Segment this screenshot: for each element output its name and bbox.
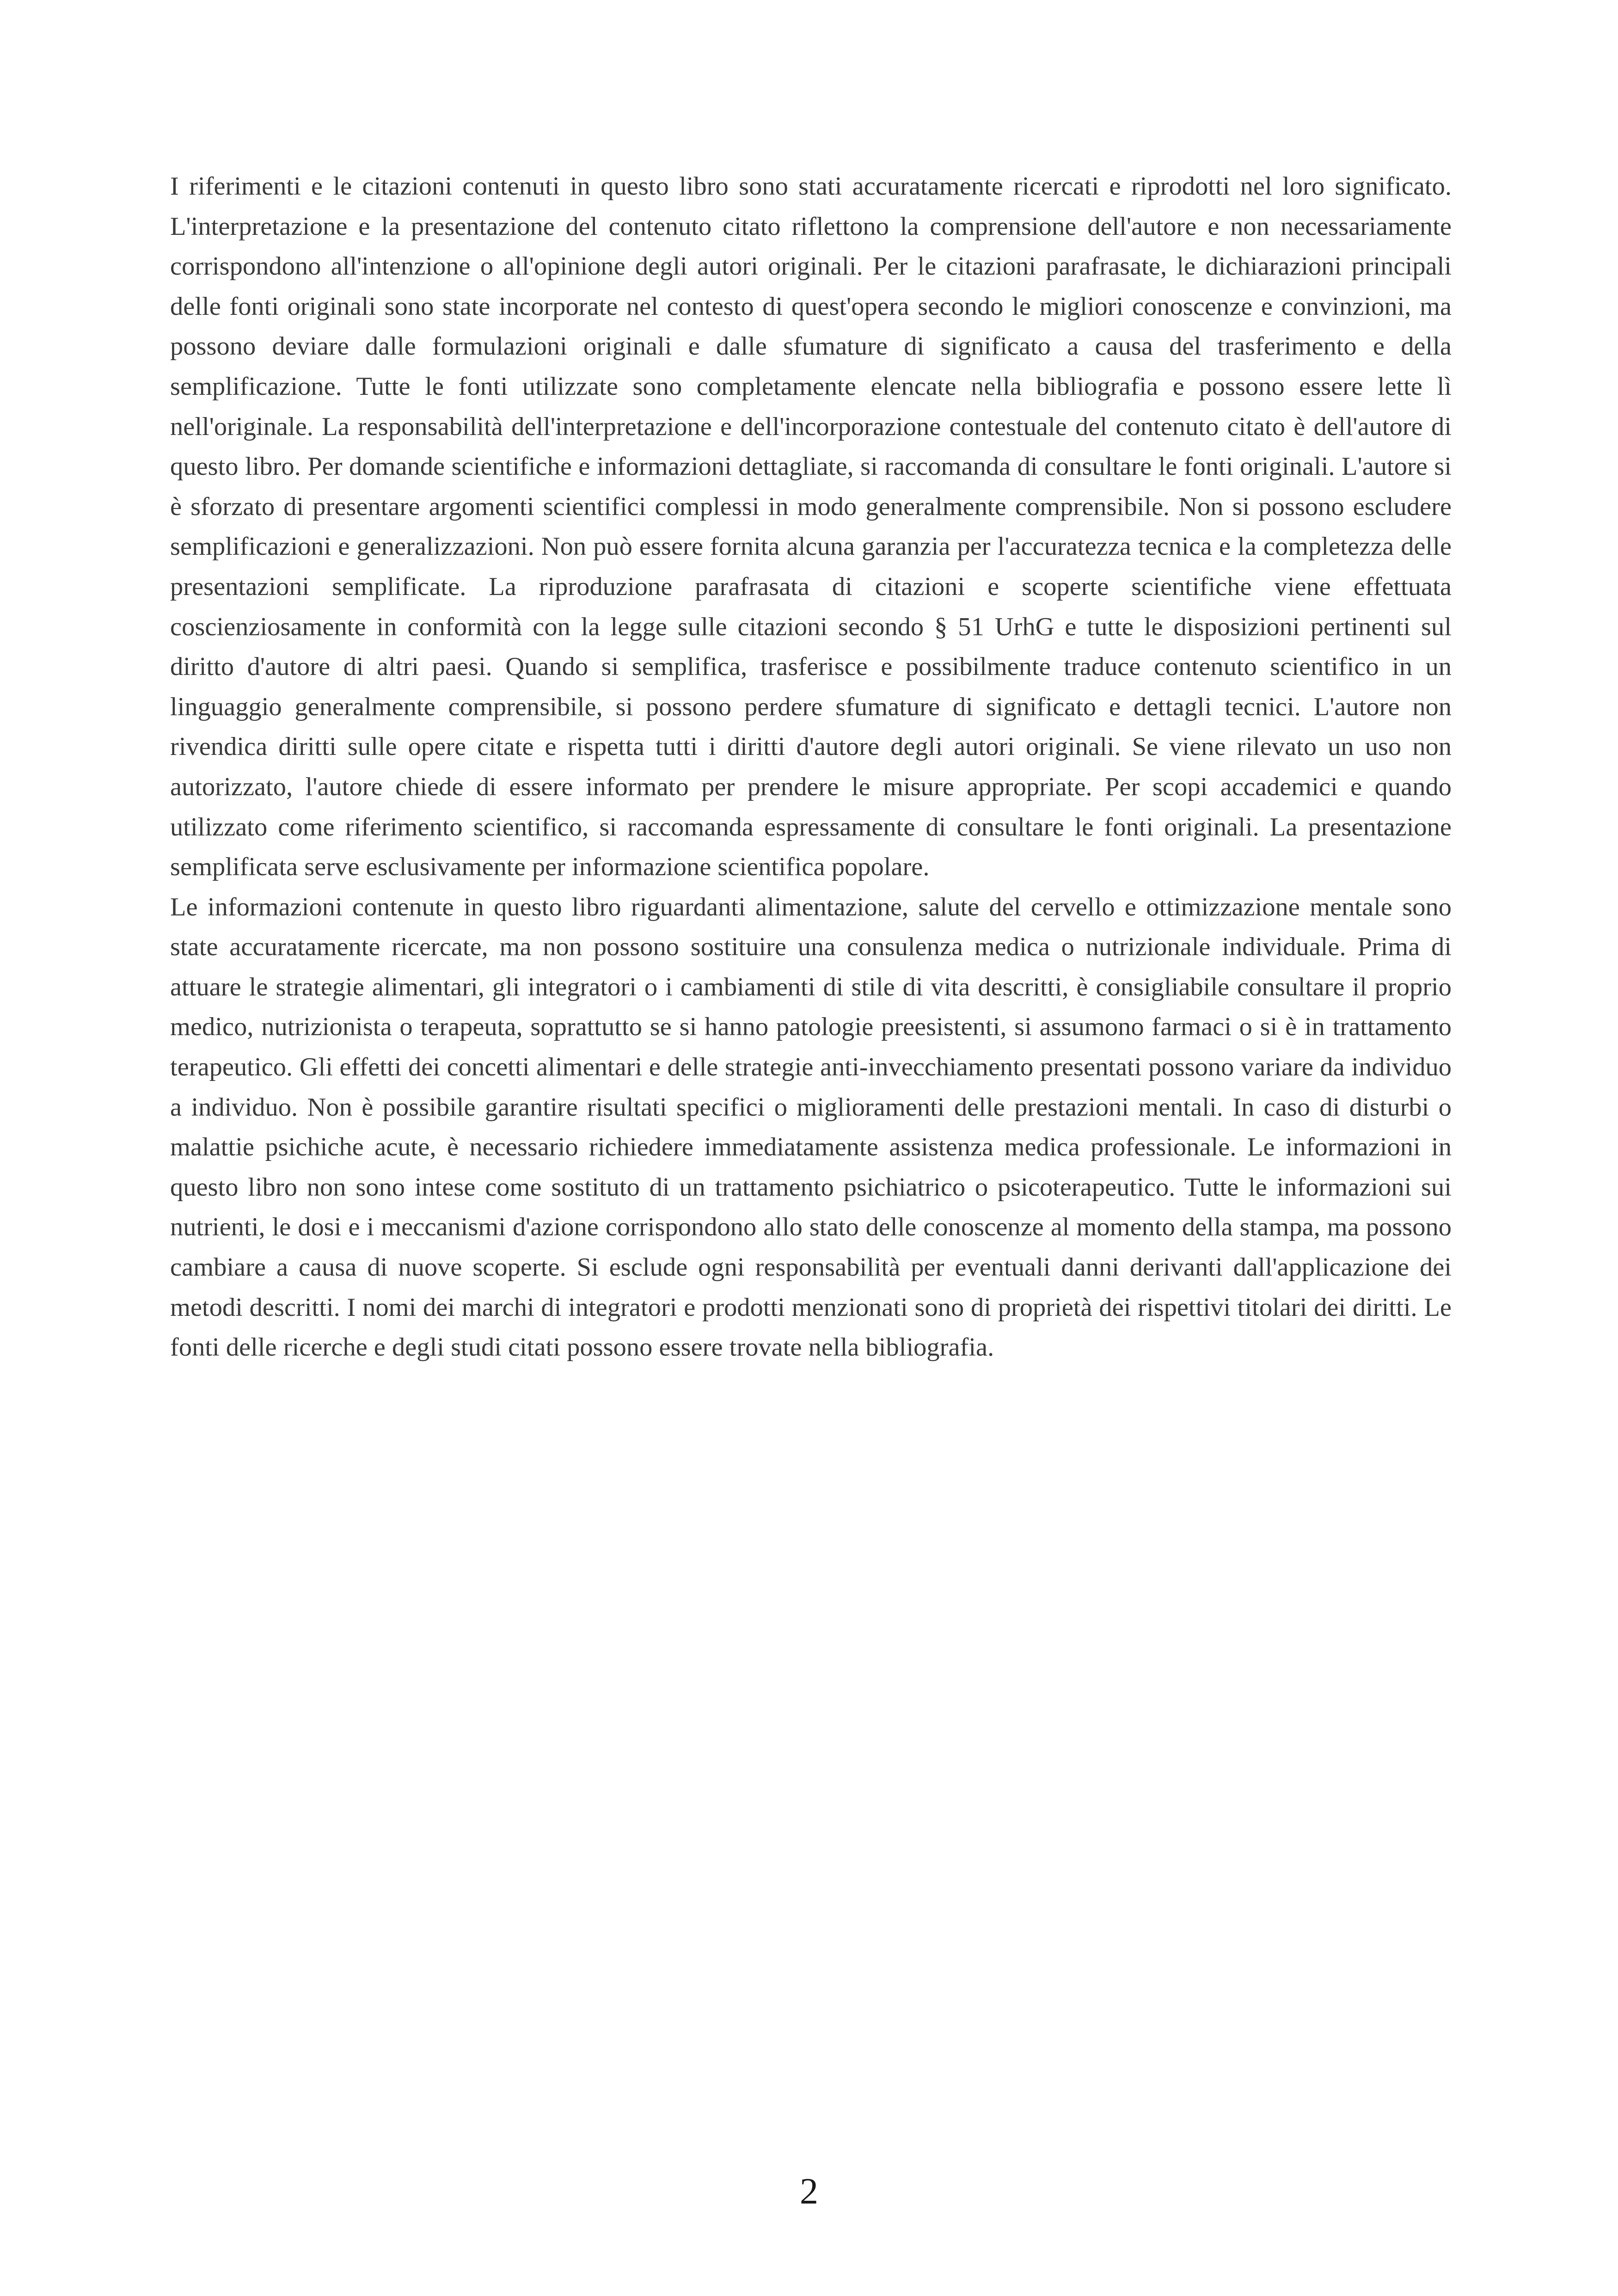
page-number: 2 — [800, 2171, 818, 2212]
paragraph-citations-disclaimer: I riferimenti e le citazioni contenuti in questo libro sono stati accuratamente ricercati e riprodotti nel loro significato. L'interpretazione e la presentazione del contenuto citato riflettono la comprensione dell'autore e non necessariamente corrispondono all'intenzione o all'opinione degli autori originali. Per le citazioni parafrasate, le dichiarazioni principali delle fonti originali sono state incorporate nel contesto di quest'opera secondo le migliori conoscenze e convinzioni, ma possono deviare dalle formulazioni originali e dalle sfumature di significato a causa del trasferimento e della semplificazione. Tutte le fonti utilizzate sono completamente elencate nella bibliografia e possono essere lette lì nell'originale. La responsabilità dell'interpretazione e dell'incorporazione contestuale del contenuto citato è dell'autore di questo libro. Per domande scientifiche e informazioni dettagliate, si raccomanda di consultare le fonti originali. L'autore si è sforzato di presentare argomenti scientifici complessi in modo generalmente comprensibile. Non si possono escludere semplificazioni e generalizzazioni. Non può essere fornita alcuna garanzia per l'accuratezza tecnica e la completezza delle presentazioni semplificate. La riproduzione parafrasata di citazioni e scoperte scientifiche viene effettuata coscienziosamente in conformità con la legge sulle citazioni secondo § 51 UrhG e tutte le disposizioni pertinenti sul diritto d'autore di altri paesi. Quando si semplifica, trasferisce e possibilmente traduce contenuto scientifico in un linguaggio generalmente comprensibile, si possono perdere sfumature di significato e dettagli tecnici. L'autore non rivendica diritti sulle opere citate e rispetta tutti i diritti d'autore degli autori originali. Se viene rilevato un uso non autorizzato, l'autore chiede di essere informato per prendere le misure appropriate. Per scopi accademici e quando utilizzato come riferimento scientifico, si raccomanda espressamente di consultare le fonti originali. La presentazione semplificata serve esclusivamente per informazione scientifica popolare. — [170, 172, 1452, 882]
body-text — [170, 166, 1452, 1368]
paragraph-health-disclaimer: Le informazioni contenute in questo libro riguardanti alimentazione, salute del cervello e ottimizzazione mentale sono state accuratamente ricercate, ma non possono sostituire una consulenza medica o nutrizionale individuale. Prima di attuare le strategie alimentari, gli integratori o i cambiamenti di stile di vita descritti, è consigliabile consultare il proprio medico, nutrizionista o terapeuta, soprattutto se si hanno patologie preesistenti, si assumono farmaci o si è in trattamento terapeutico. Gli effetti dei concetti alimentari e delle strategie anti-invecchiamento presentati possono variare da individuo a individuo. Non è possibile garantire risultati specifici o miglioramenti delle prestazioni mentali. In caso di disturbi o malattie psichiche acute, è necessario richiedere immediatamente assistenza medica professionale. Le informazioni in questo libro non sono intese come sostituto di un trattamento psichiatrico o psicoterapeutico. Tutte le informazioni sui nutrienti, le dosi e i meccanismi d'azione corrispondono allo stato delle conoscenze al momento della stampa, ma possono cambiare a causa di nuove scoperte. Si esclude ogni responsabilità per eventuali danni derivanti dall'applicazione dei metodi descritti. I nomi dei marchi di integratori e prodotti menzionati sono di proprietà dei rispettivi titolari dei diritti. Le fonti delle ricerche e degli studi citati possono essere trovate nella bibliografia. — [170, 892, 1452, 1362]
